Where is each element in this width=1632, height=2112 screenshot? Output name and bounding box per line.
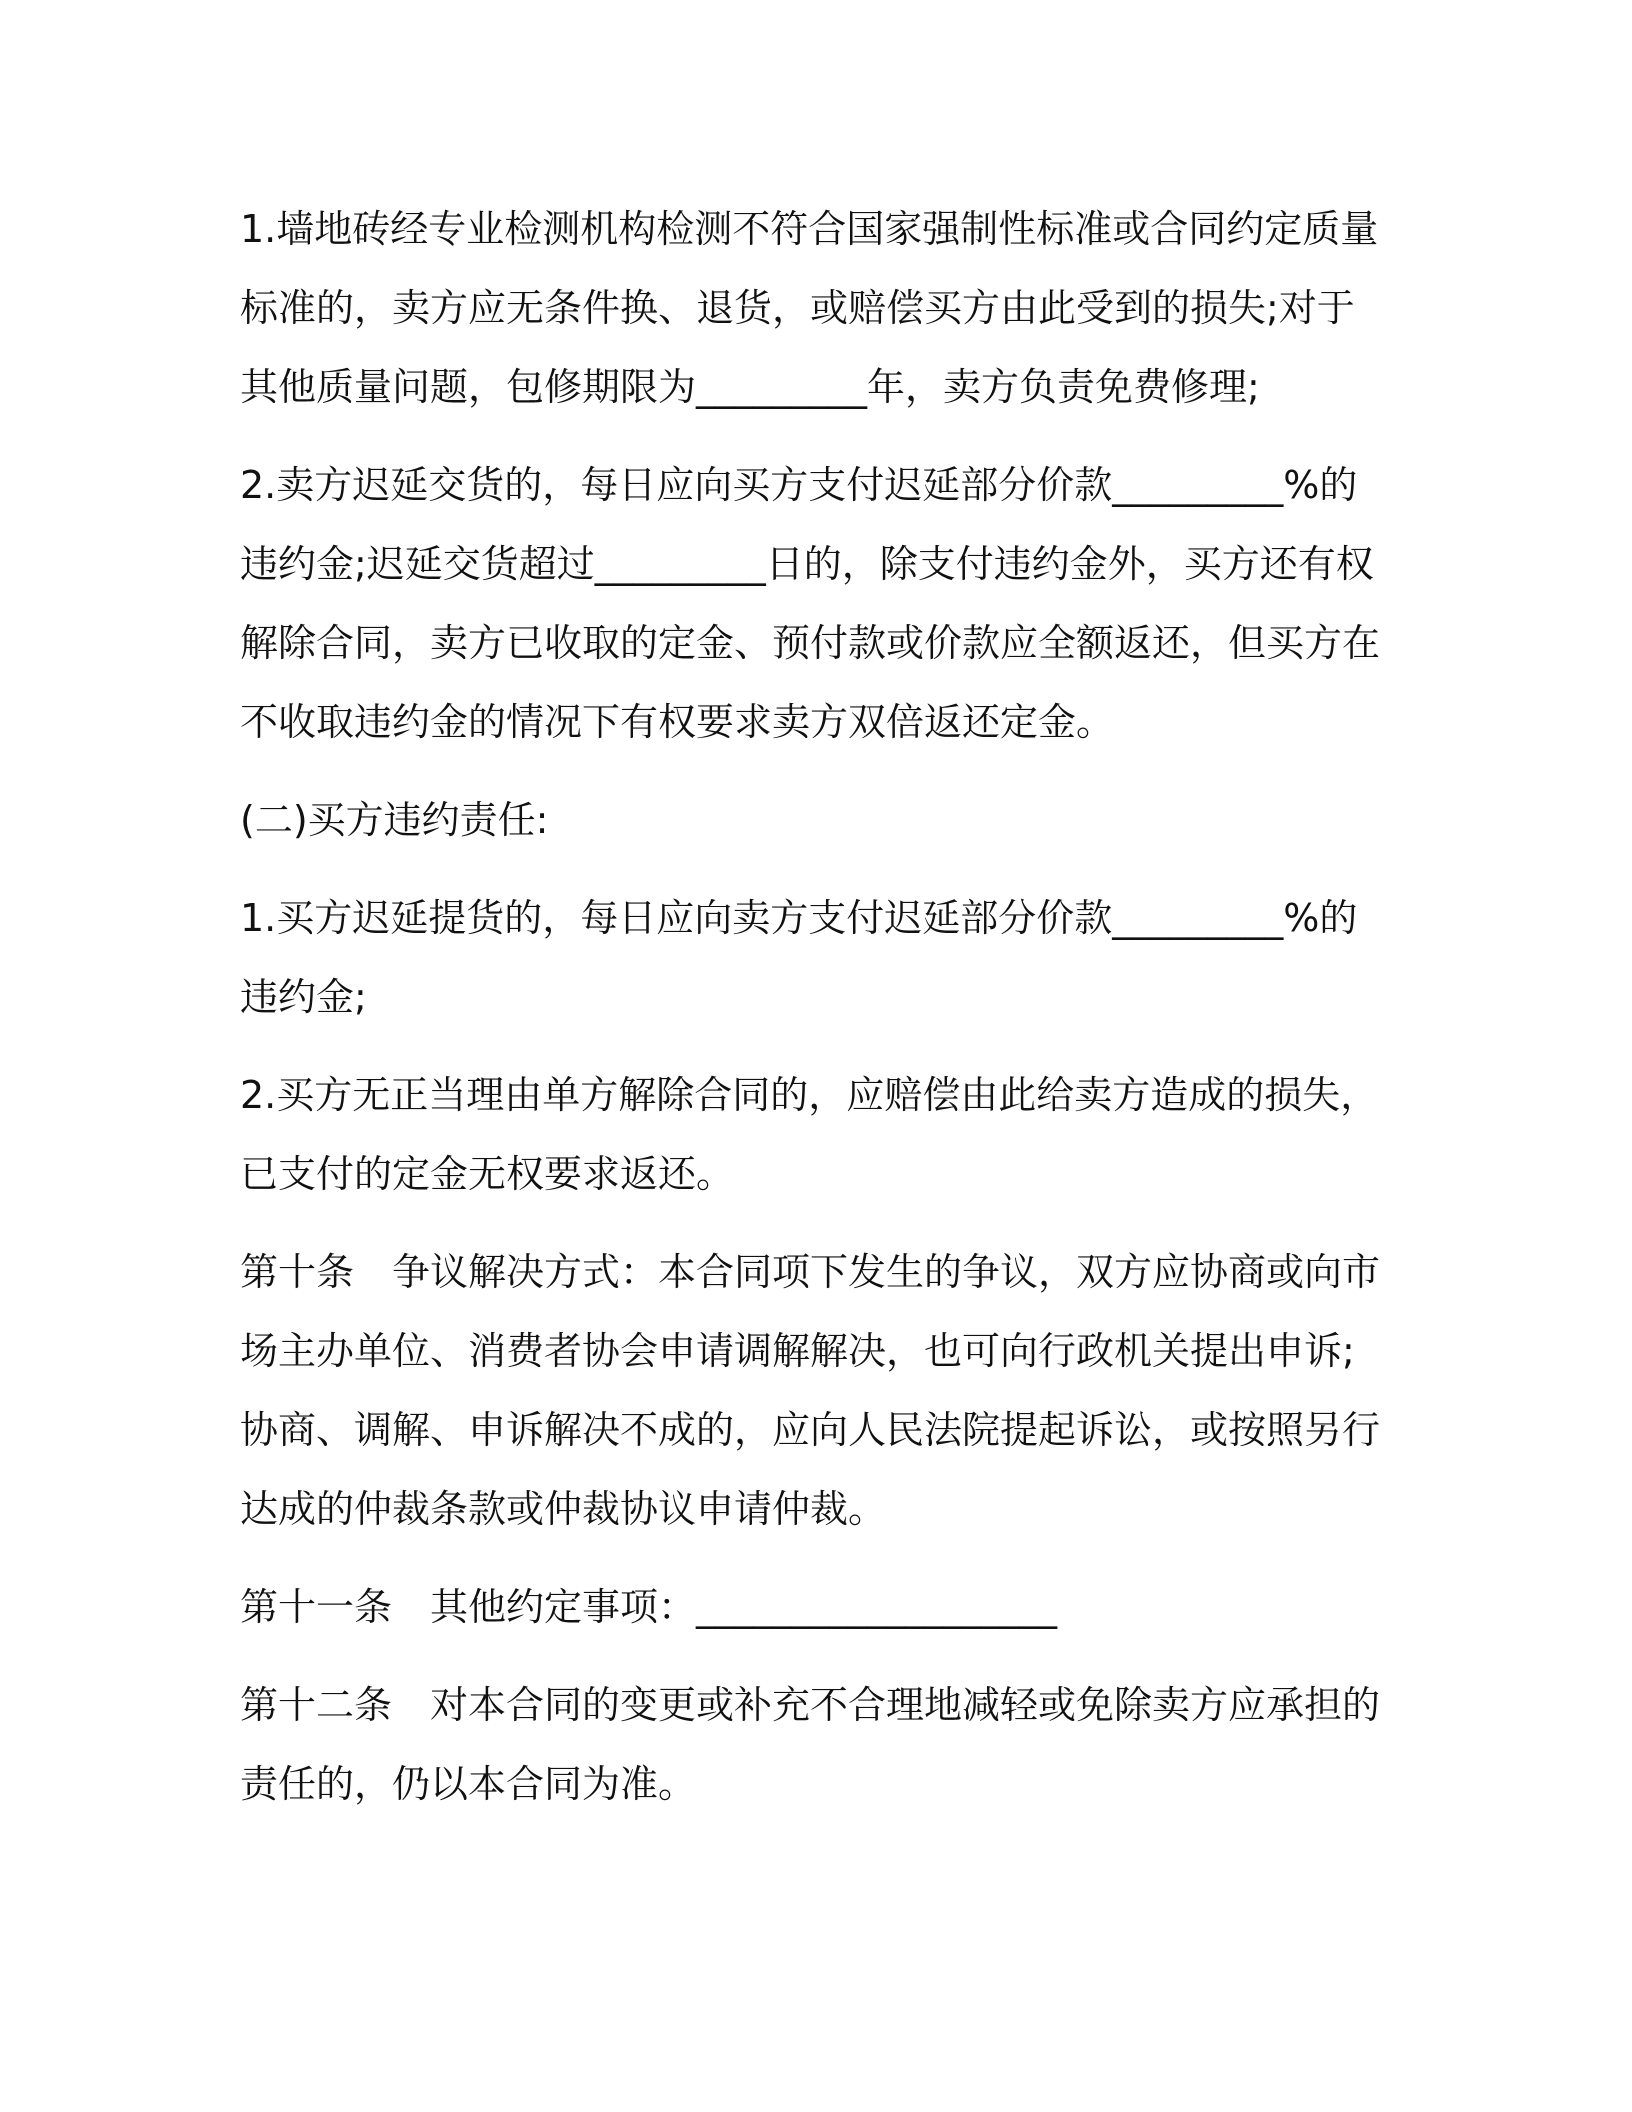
buyer-liability-heading: (二)买方违约责任: [240, 798, 549, 842]
article-12-amendments: 第十二条 对本合同的变更或补充不合理地减轻或免除卖方应承担的责任的，仍以本合同为准。 [240, 1683, 1381, 1806]
seller-liability-clause-2: 2.卖方迟延交货的，每日应向买方支付迟延部分价款_________%的违约金;迟延交货超过_________日的，除支付违约金外，买方还有权解除合同，卖方已收取的定金、预付款或价款应全额返还，但买方在不收取违约金的情况下有权要求卖方双倍返还定金。 [240, 463, 1381, 744]
document-body [240, 190, 1380, 1843]
buyer-liability-clause-2: 2.买方无正当理由单方解除合同的，应赔偿由此给卖方造成的损失，已支付的定金无权要求返还。 [240, 1073, 1379, 1196]
article-10-dispute-resolution: 第十条 争议解决方式：本合同项下发生的争议，双方应协商或向市场主办单位、消费者协会申请调解解决，也可向行政机关提出申诉;协商、调解、申诉解决不成的，应向人民法院提起诉讼，或按照另行达成的仲裁条款或仲裁协议申请仲裁。 [240, 1250, 1381, 1531]
buyer-liability-clause-1: 1.买方迟延提货的，每日应向卖方支付迟延部分价款_________%的违约金; [240, 896, 1358, 1019]
article-11-other-matters: 第十一条 其他约定事项：___________________ [240, 1585, 1058, 1629]
seller-liability-clause-1: 1.墙地砖经专业检测机构检测不符合国家强制性标准或合同约定质量标准的，卖方应无条件换、退货，或赔偿买方由此受到的损失;对于其他质量问题，包修期限为_________年，卖方负责免费修理; [240, 207, 1379, 409]
